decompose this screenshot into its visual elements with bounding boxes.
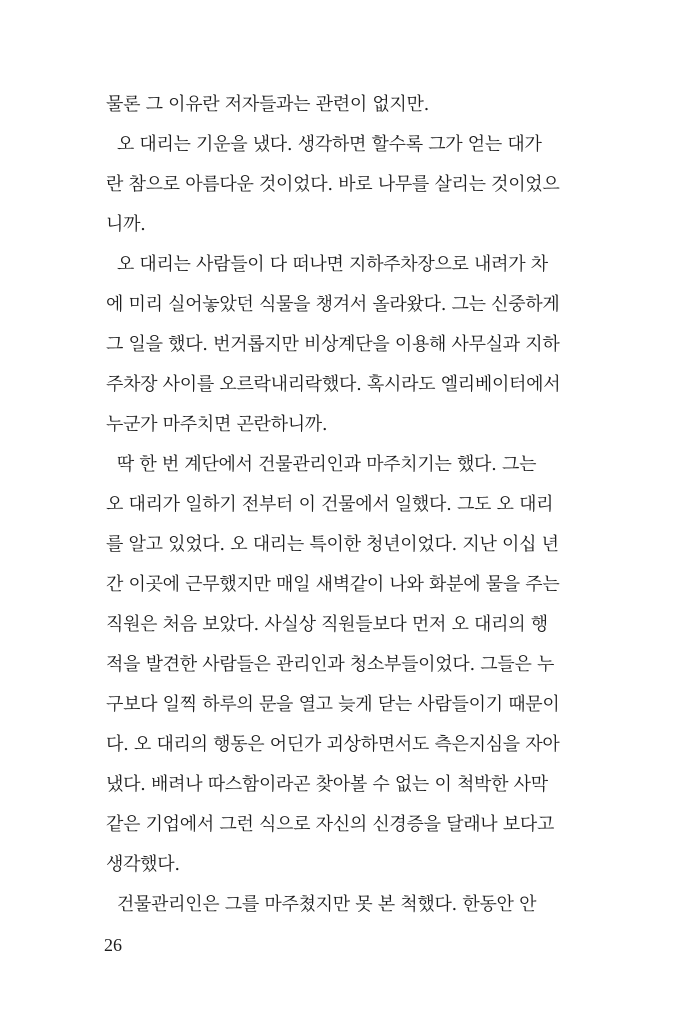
- text-line: 주차장 사이를 오르락내리락했다. 혹시라도 엘리베이터에서: [106, 374, 561, 395]
- text-line: 오 대리는 사람들이 다 떠나면 지하주차장으로 내려가 차: [106, 254, 548, 275]
- text-line: 그 일을 했다. 번거롭지만 비상계단을 이용해 사무실과 지하: [106, 334, 560, 355]
- text-line: 니까.: [106, 214, 146, 235]
- text-line: 에 미리 실어놓았던 식물을 챙겨서 올라왔다. 그는 신중하게: [106, 294, 560, 315]
- text-line: 직원은 처음 보았다. 사실상 직원들보다 먼저 오 대리의 행: [106, 614, 548, 635]
- text-line: 간 이곳에 근무했지만 매일 새벽같이 나와 화분에 물을 주는: [106, 574, 560, 595]
- text-line: 냈다. 배려나 따스함이라곤 찾아볼 수 없는 이 척박한 사막: [106, 774, 548, 795]
- text-line: 구보다 일찍 하루의 문을 열고 늦게 닫는 사람들이기 때문이: [106, 694, 560, 715]
- text-line: 다. 오 대리의 행동은 어딘가 괴상하면서도 측은지심을 자아: [106, 734, 560, 755]
- text-line: 오 대리가 일하기 전부터 이 건물에서 일했다. 그도 오 대리: [106, 494, 554, 515]
- text-line: 건물관리인은 그를 마주쳤지만 못 본 척했다. 한동안 안: [106, 894, 537, 915]
- text-line: 물론 그 이유란 저자들과는 관련이 없지만.: [106, 94, 430, 115]
- text-line: 오 대리는 기운을 냈다. 생각하면 할수록 그가 얻는 대가: [106, 134, 542, 155]
- text-line: 같은 기업에서 그런 식으로 자신의 신경증을 달래나 보다고: [106, 814, 555, 835]
- text-line: 누군가 마주치면 곤란하니까.: [106, 414, 328, 435]
- page-number: 26: [104, 935, 122, 955]
- text-line: 딱 한 번 계단에서 건물관리인과 마주치기는 했다. 그는: [106, 454, 537, 475]
- text-line: 란 참으로 아름다운 것이었다. 바로 나무를 살리는 것이었으: [106, 174, 560, 195]
- text-line: 적을 발견한 사람들은 관리인과 청소부들이었다. 그들은 누: [106, 654, 555, 675]
- text-line: 생각했다.: [106, 854, 180, 875]
- text-line: 를 알고 있었다. 오 대리는 특이한 청년이었다. 지난 이십 년: [106, 534, 559, 555]
